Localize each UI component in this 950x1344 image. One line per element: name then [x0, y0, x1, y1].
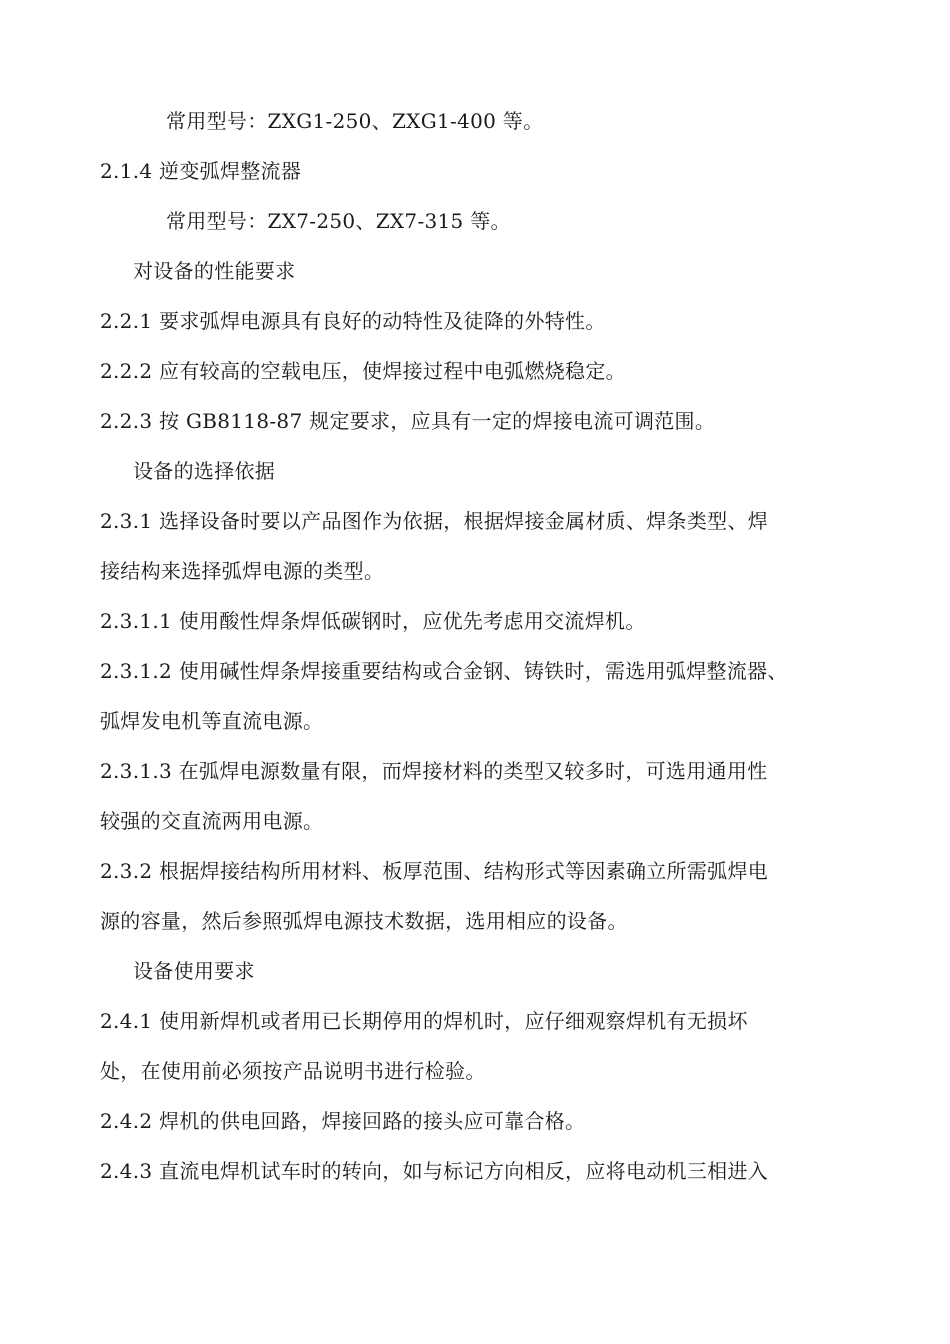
- section-heading-performance: 对设备的性能要求: [133, 259, 296, 283]
- paragraph-2-3-1-3-line2: 较强的交直流两用电源。: [100, 809, 324, 833]
- paragraph-2-3-1-1: 2.3.1.1 使用酸性焊条焊低碳钢时，应优先考虑用交流焊机。: [100, 609, 646, 633]
- paragraph-2-4-1-line1: 2.4.1 使用新焊机或者用已长期停用的焊机时，应仔细观察焊机有无损坏: [100, 1009, 748, 1033]
- section-heading-usage: 设备使用要求: [133, 959, 255, 983]
- paragraph-2-3-2-line1: 2.3.2 根据焊接结构所用材料、板厚范围、结构形式等因素确立所需弧焊电: [100, 859, 769, 883]
- paragraph-2-2-3: 2.2.3 按 GB8118-87 规定要求，应具有一定的焊接电流可调范围。: [100, 409, 716, 433]
- model-line-zx7: 常用型号：ZX7-250、ZX7-315 等。: [166, 209, 511, 233]
- paragraph-2-2-1: 2.2.1 要求弧焊电源具有良好的动特性及徒降的外特性。: [100, 309, 606, 333]
- paragraph-2-3-1-2-line1: 2.3.1.2 使用碱性焊条焊接重要结构或合金钢、铸铁时，需选用弧焊整流器、: [100, 659, 788, 683]
- paragraph-2-3-2-line2: 源的容量，然后参照弧焊电源技术数据，选用相应的设备。: [100, 909, 628, 933]
- section-heading-selection: 设备的选择依据: [133, 459, 276, 483]
- paragraph-2-2-2: 2.2.2 应有较高的空载电压，使焊接过程中电弧燃烧稳定。: [100, 359, 626, 383]
- paragraph-2-4-1-line2: 处，在使用前必须按产品说明书进行检验。: [100, 1059, 486, 1083]
- paragraph-2-3-1-3-line1: 2.3.1.3 在弧焊电源数量有限，而焊接材料的类型又较多时，可选用通用性: [100, 759, 768, 783]
- paragraph-2-4-2: 2.4.2 焊机的供电回路，焊接回路的接头应可靠合格。: [100, 1109, 586, 1133]
- paragraph-2-3-1-2-line2: 弧焊发电机等直流电源。: [100, 709, 324, 733]
- section-heading-2-1-4: 2.1.4 逆变弧焊整流器: [100, 159, 302, 183]
- paragraph-2-4-3: 2.4.3 直流电焊机试车时的转向，如与标记方向相反，应将电动机三相进入: [100, 1159, 769, 1183]
- paragraph-2-3-1-line1: 2.3.1 选择设备时要以产品图作为依据，根据焊接金属材质、焊条类型、焊: [100, 509, 769, 533]
- model-line-zxg1: 常用型号：ZXG1-250、ZXG1-400 等。: [166, 109, 544, 133]
- paragraph-2-3-1-line2: 接结构来选择弧焊电源的类型。: [100, 559, 385, 583]
